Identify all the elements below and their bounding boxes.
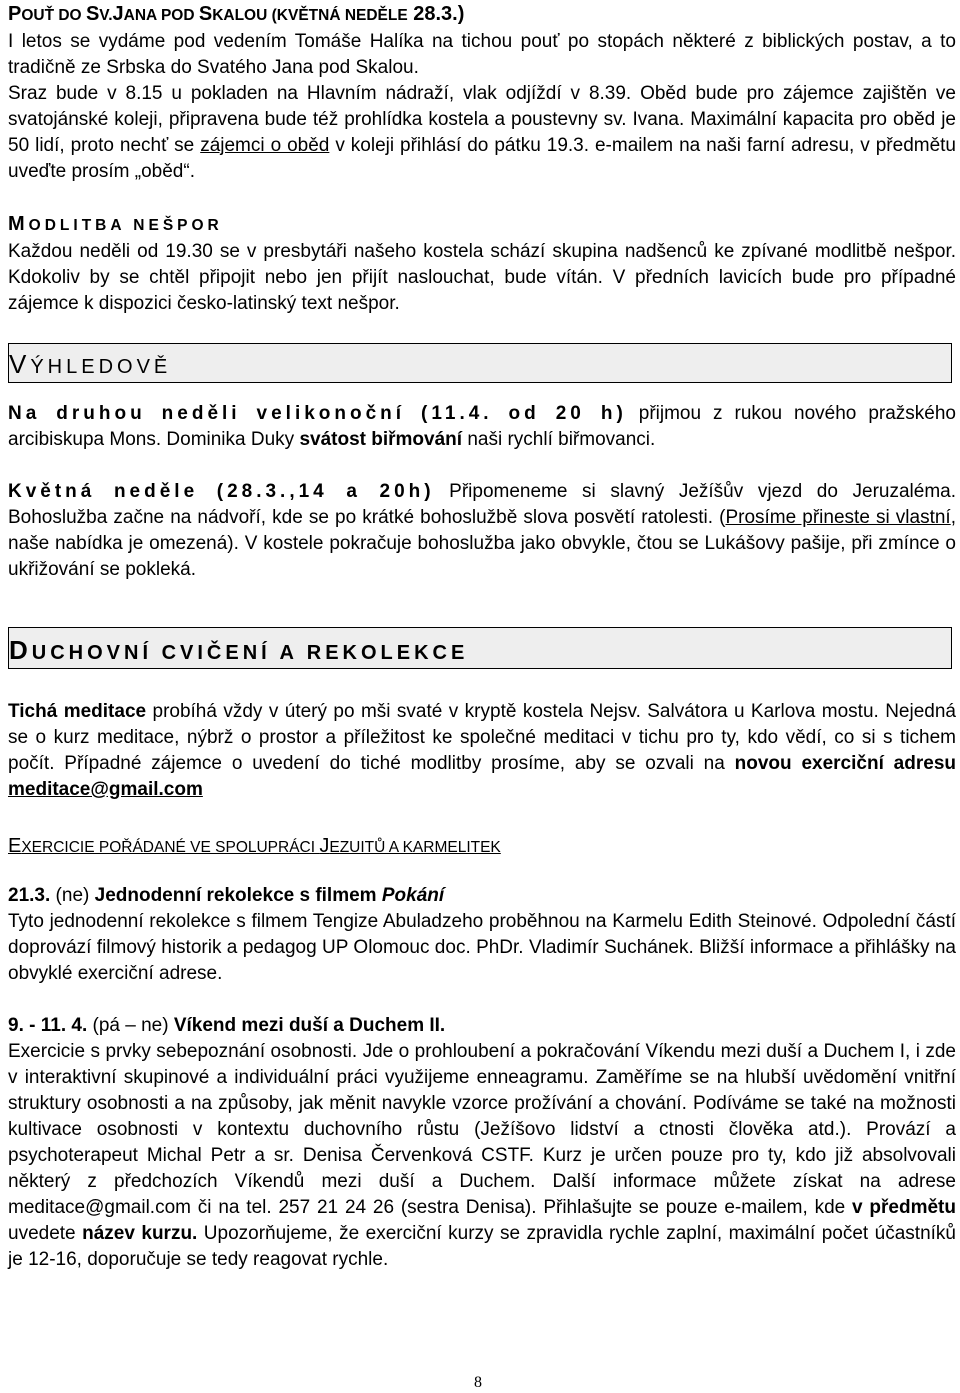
- spiritual-heading-box: [8, 627, 952, 669]
- event1-title: 21.3. (ne) Jednodenní rekolekce s filmem Pokání: [8, 885, 445, 906]
- meditation-paragraph: Tichá meditace probíhá vždy v úterý po mši svaté v kryptě kostela Nejsv. Salvátora u Karlova mostu. Nejedná se o kurz meditace, nýbrž o prostor a příležitost ke společné meditaci v tichu pro ty, kdo vědí, co si s tichem počít. Případné zájemce o uvedení do tiché modlitby prosíme, aby se ozvali na novou exerciční adresu meditace@gmail.com: [8, 701, 956, 800]
- newsletter-page: [8, 0, 956, 1273]
- outlook-heading: VÝHLEDOVĚ: [9, 349, 172, 379]
- pilgrimage-details: Sraz bude v 8.15 u pokladen na Hlavním nádraží, vlak odjíždí v 8.39. Oběd bude pro zájemce zajištěn ve svatojánské koleji, připravena bude též prohlídka kostela a poustevny sv. Ivana. Maximální kapacita pro oběd je 50 lidí, proto nechť se zájemci o oběd v koleji přihlásí do pátku 19.3. e-mailem na naši farní adresu, v předmětu uveďte prosím „oběd“.: [8, 83, 957, 182]
- meditation-email-link[interactable]: meditace@gmail.com: [8, 779, 203, 800]
- outlook-heading-box: [8, 343, 952, 383]
- exercises-subheading: EXERCICIE POŘÁDANÉ VE SPOLUPRÁCI JEZUITŮ A KARMELITEK: [8, 835, 501, 857]
- confirmation-paragraph: Na druhou neděli velikonoční (11.4. od 20 h) přijmou z rukou nového pražského arcibiskupa Mons. Dominika Duky svátost biřmování naši rychlí biřmovanci.: [8, 403, 956, 450]
- spiritual-section: [8, 627, 956, 1273]
- vespers-heading: MODLITBA NEŠPOR: [8, 213, 223, 235]
- event1-text: Tyto jednodenní rekolekce s filmem Tengize Abuladzeho proběhnou na Karmelu Edith Steinové. Odpolední částí doprovází filmový historik a pedagog UP Olomouc doc. PhDr. Vladimír Suchánek. Bližší informace a přihlášky na obvyklé exerciční adrese.: [8, 911, 956, 984]
- palm-sunday-paragraph: Květná neděle (28.3.,14 a 20h) Připomeneme si slavný Ježíšův vjezd do Jeruzaléma. Bohoslužba začne na nádvoří, kde se po krátké bohoslužbě slova posvětí ratolesti. (Prosíme přineste si vlastní, naše nabídka je omezená). V kostele pokračuje bohoslužba jako obvykle, čtou se Lukášovy pašije, při zmínce o ukřižování se pokleká.: [8, 481, 957, 580]
- event2-text: Exercicie s prvky sebepoznání osobnosti. Jde o prohloubení a pokračování Víkendu mezi duší a Duchem I, i zde v interaktivní skupinové a individuální práci využijeme enneagramu. Zaměříme se na hlubší uvědomění vnitřní struktury osobnosti a na způsoby, jak měnit navykle vzorce prožívání a chování. Podíváme se také na možnosti kultivace osobnosti v kontextu duchovního růstu (Ježíšovo lidství a ctnosti člověka atd.). Provází a psychoterapeut Michal Petr a sr. Denisa Červenková CSTF. Kurz je určen pouze pro ty, kdo již absolvovali některý z předchozích Víkendů mezi duší a Duchem. Další informace můžete získat na adrese meditace@gmail.com či na tel. 257 21 24 26 (sestra Denisa). Přihlašujte se pouze e-mailem, kde v předmětu uvedete název kurzu. Upozorňujeme, že exerciční kurzy se zpravidla rychle zaplní, maximální počet účastníků je 12-16, doporučuje se tedy reagovat rychle.: [8, 1041, 956, 1270]
- spiritual-heading: DUCHOVNÍ CVIČENÍ A REKOLEKCE: [9, 635, 469, 665]
- pilgrimage-section: [8, 1, 956, 185]
- event2-title: 9. - 11. 4. (pá – ne) Víkend mezi duší a Duchem II.: [8, 1015, 446, 1036]
- vespers-section: [8, 211, 956, 317]
- outlook-section: [8, 343, 956, 583]
- pilgrimage-heading: POUŤ DO SV.JANA POD SKALOU (KVĚTNÁ NEDĚLE 28.3.): [8, 3, 465, 25]
- vespers-text: Každou neděli od 19.30 se v presbytáři našeho kostela schází skupina nadšenců ke zpívané modlitbě nešpor. Kdokoliv by se chtěl připojit nebo jen přijít naslouchat, bude vítán. V předních lavicích bude pro případné zájemce k dispozici česko-latinský text nešpor.: [8, 241, 956, 314]
- pilgrimage-intro: I letos se vydáme pod vedením Tomáše Halíka na tichou pouť po stopách některé z biblických postav, a to tradičně ze Srbska do Svatého Jana pod Skalou.: [8, 31, 956, 78]
- page-number: 8: [474, 1374, 482, 1391]
